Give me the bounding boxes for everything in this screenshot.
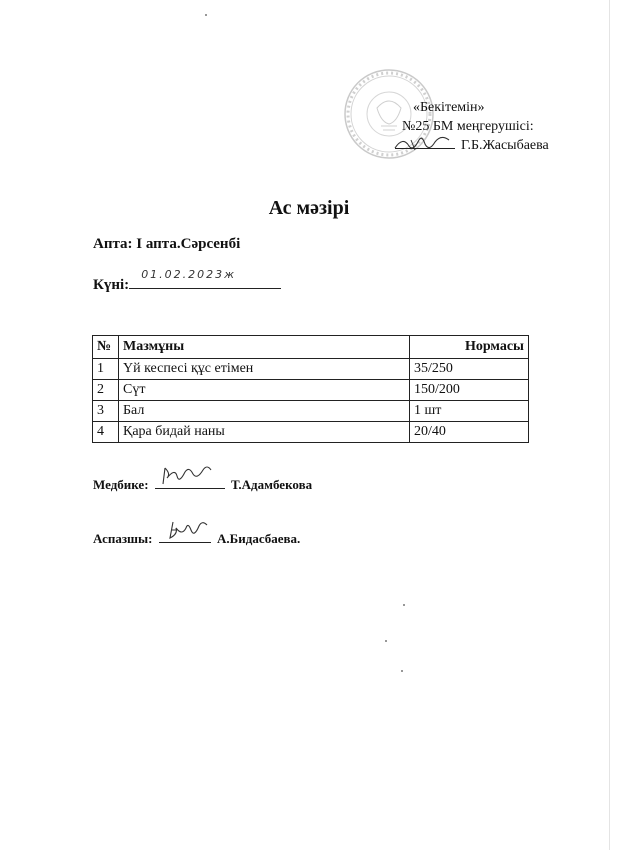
row-dish: Үй кеспесі құс етімен <box>119 359 410 380</box>
director-signature-icon <box>391 132 461 154</box>
table-row <box>93 359 529 380</box>
director-name: Г.Б.Жасыбаева <box>461 138 549 153</box>
row-norm: 20/40 <box>410 422 529 443</box>
menu-table <box>92 335 529 443</box>
approval-position: №25 БМ меңгерушісі: <box>402 119 534 134</box>
scan-speck <box>385 640 387 642</box>
scan-speck <box>403 604 405 606</box>
header-norm: Нормасы <box>410 336 529 359</box>
cook-signature-line <box>93 528 300 547</box>
row-number: 1 <box>93 359 119 380</box>
table-row <box>93 422 529 443</box>
table-header-row <box>93 336 529 359</box>
row-norm: 1 шт <box>410 401 529 422</box>
cook-signature-field <box>159 528 211 543</box>
table-row <box>93 380 529 401</box>
header-number: № <box>93 336 119 359</box>
nurse-label: Медбике: <box>93 477 149 492</box>
approval-block <box>395 98 605 155</box>
week-line: Апта: I апта.Сәрсенбі <box>93 236 241 252</box>
director-signature-line <box>395 148 455 149</box>
nurse-name: Т.Адамбекова <box>231 477 313 492</box>
cook-label: Аспазшы: <box>93 531 153 546</box>
page-title: Ас мәзірі <box>268 197 350 219</box>
date-field <box>129 268 281 289</box>
row-norm: 150/200 <box>410 380 529 401</box>
approval-heading: «Бекітемін» <box>413 100 485 115</box>
nurse-signature-field <box>155 474 225 489</box>
scan-speck <box>205 14 207 16</box>
row-number: 2 <box>93 380 119 401</box>
row-norm: 35/250 <box>410 359 529 380</box>
row-number: 4 <box>93 422 119 443</box>
cook-signature-icon <box>163 518 213 542</box>
nurse-signature-icon <box>159 464 219 488</box>
row-dish: Қара бидай наны <box>119 422 410 443</box>
page-edge-line <box>609 0 610 850</box>
date-value: 01.02.2023ж <box>141 268 237 281</box>
nurse-signature-line <box>93 474 312 493</box>
date-label: Күні: <box>93 277 130 293</box>
row-dish: Бал <box>119 401 410 422</box>
date-line <box>93 268 281 294</box>
scan-speck <box>401 670 403 672</box>
cook-name: А.Бидасбаева. <box>217 531 301 546</box>
header-content: Мазмұны <box>119 336 410 359</box>
table-row <box>93 401 529 422</box>
row-number: 3 <box>93 401 119 422</box>
row-dish: Сүт <box>119 380 410 401</box>
